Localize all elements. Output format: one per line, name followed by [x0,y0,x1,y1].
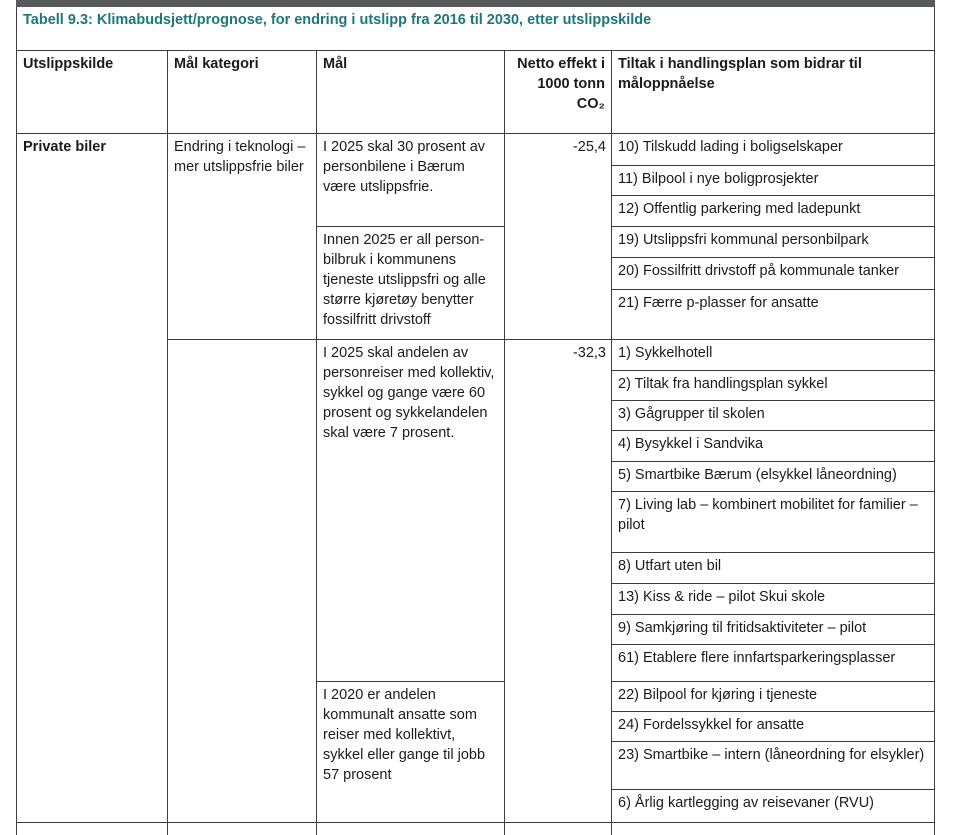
cell-cutoff [505,823,612,835]
cell-cutoff [17,823,168,835]
tiltak-item: 3) Gågrupper til skolen [612,401,935,431]
tiltak-item: 11) Bilpool i nye boligprosjekter [612,166,935,196]
tiltak-item: 7) Living lab – kombinert mobilitet for familier – pilot [612,492,935,553]
tiltak-item: 13) Kiss & ride – pilot Skui skole [612,584,935,615]
tiltak-item: 20) Fossilfritt drivstoff på kommunale tanker [612,258,935,290]
tiltak-item: 8) Utfart uten bil [612,553,935,584]
tiltak-item: 9) Samkjøring til fritidsaktiviteter – pilot [612,615,935,645]
tiltak-item: 6) Årlig kartlegging av reisevaner (RVU) [612,790,935,823]
cell-maal-2b: I 2020 er andelen kommunalt ansatte som reiser med kollektivt, sykkel eller gange til jobb 57 prosent [317,682,505,823]
cell-utslippskilde: Private biler [17,134,168,823]
tiltak-item: 22) Bilpool for kjøring i tjeneste [612,682,935,712]
header-maal-kategori: Mål kategori [168,51,317,134]
tiltak-item: 10) Tilskudd lading i boligselskaper [612,134,935,166]
tiltak-item: 1) Sykkelhotell [612,340,935,371]
header-tiltak: Tiltak i handlingsplan som bidrar til måloppnåelse [612,51,935,134]
cell-cutoff [168,823,317,835]
header-maal: Mål [317,51,505,134]
cell-maal-2a: I 2025 skal andelen av personreiser med kollektiv, sykkel og gange være 60 prosent og sykkelandelen skal være 7 prosent. [317,340,505,682]
table-title-row [17,4,935,51]
cell-maal-1b: Innen 2025 er all person-bilbruk i kommunens tjeneste utslippsfri og alle større kjøretøy benytter fossilfritt drivstoff [317,227,505,340]
cell-maal-kategori-1: Endring i teknologi – mer utslippsfrie biler [168,134,317,340]
tiltak-item: 24) Fordelssykkel for ansatte [612,712,935,742]
cell-cutoff [612,823,935,835]
header-netto-effekt: Netto effekt i 1000 tonn CO₂ [505,51,612,134]
cell-netto-effekt-2: -32,3 [505,340,612,823]
table-header-row [17,51,935,134]
cell-maal-kategori-2 [168,340,317,823]
table-row-cutoff [17,823,935,835]
tiltak-item: 21) Færre p-plasser for ansatte [612,290,935,340]
cell-maal-1a: I 2025 skal 30 prosent av personbilene i Bærum være utslippsfrie. [317,134,505,227]
tiltak-item: 4) Bysykkel i Sandvika [612,431,935,462]
header-utslippskilde: Utslippskilde [17,51,168,134]
tiltak-item: 19) Utslippsfri kommunal personbilpark [612,227,935,258]
tiltak-item: 61) Etablere flere innfartsparkeringsplasser [612,645,935,682]
cell-netto-effekt-1: -25,4 [505,134,612,340]
table-title: Tabell 9.3: Klimabudsjett/prognose, for endring i utslipp fra 2016 til 2030, etter utslippskilde [17,4,935,51]
cell-cutoff [317,823,505,835]
tiltak-item: 23) Smartbike – intern (låneordning for elsykler) [612,742,935,790]
tiltak-item: 2) Tiltak fra handlingsplan sykkel [612,371,935,401]
tiltak-item: 5) Smartbike Bærum (elsykkel låneordning) [612,462,935,492]
table-row [17,134,935,166]
tiltak-item: 12) Offentlig parkering med ladepunkt [612,196,935,227]
climate-budget-table [16,0,935,835]
